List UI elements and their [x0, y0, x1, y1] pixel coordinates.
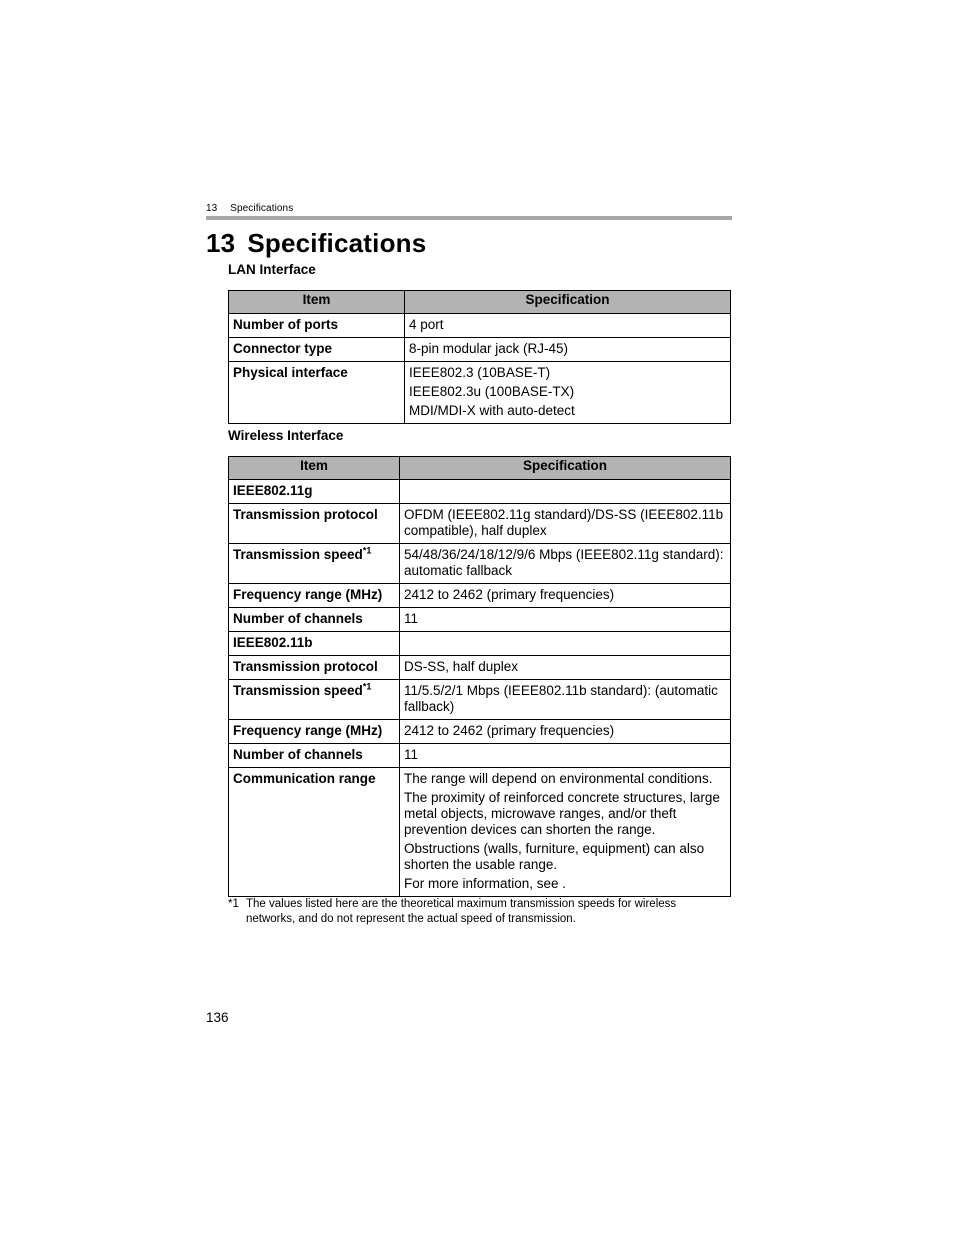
row-item-cell [229, 720, 400, 744]
chapter-title: Specifications [247, 228, 427, 258]
table-row [229, 720, 731, 744]
table-row [229, 608, 731, 632]
row-specification-cell [400, 768, 731, 897]
table-row [229, 314, 731, 338]
row-item-cell [229, 504, 400, 544]
specification-line: 11 [404, 611, 419, 626]
running-head-chapter-number: 13 [206, 203, 218, 214]
row-specification-cell [400, 744, 731, 768]
row-item-cell [229, 544, 400, 584]
footnote [228, 897, 728, 927]
row-item-cell [229, 656, 400, 680]
row-item-label: IEEE802.11g [233, 483, 313, 498]
row-specification-cell [400, 632, 731, 656]
row-item-label: Communication range [233, 771, 376, 786]
wireless-interface-heading: Wireless Interface [228, 428, 344, 443]
row-item-cell [229, 744, 400, 768]
row-item-cell [229, 338, 405, 362]
table-row [229, 338, 731, 362]
specification-line: 54/48/36/24/18/12/9/6 Mbps (IEEE802.11g standard): automatic fallback [404, 547, 724, 578]
table-row [229, 680, 731, 720]
row-item-cell [229, 480, 400, 504]
specification-line: DS-SS, half duplex [404, 659, 519, 674]
wireless-interface-table [228, 456, 731, 897]
running-head [206, 203, 293, 214]
row-item-label: IEEE802.11b [233, 635, 313, 650]
row-item-cell [229, 768, 400, 897]
table-row [229, 632, 731, 656]
specification-line: Obstructions (walls, furniture, equipment) can also shorten the usable range. [404, 841, 705, 872]
row-specification-cell [400, 680, 731, 720]
specification-line: The proximity of reinforced concrete structures, large metal objects, microwave ranges, and/or theft prevention devices can shorten the range. [404, 790, 720, 837]
row-item-cell [229, 362, 405, 424]
specification-line: 11 [404, 747, 419, 762]
footnote-text: The values listed here are the theoretical maximum transmission speeds for wireless networks, and do not represent the actual speed of transmission. [246, 898, 677, 925]
footnote-mark: *1 [228, 898, 239, 910]
page-number: 136 [206, 1010, 229, 1025]
row-specification-cell [400, 656, 731, 680]
specification-line: 2412 to 2462 (primary frequencies) [404, 723, 615, 738]
row-specification-cell [400, 504, 731, 544]
row-item-cell [229, 632, 400, 656]
running-head-chapter-title: Specifications [230, 203, 294, 214]
row-item-cell [229, 680, 400, 720]
row-specification-cell [405, 338, 731, 362]
table-row [229, 656, 731, 680]
row-item-label: Transmission protocol [233, 507, 378, 522]
row-item-label: Number of ports [233, 317, 339, 332]
specification-line: 4 port [409, 317, 444, 332]
specification-line: OFDM (IEEE802.11g standard)/DS-SS (IEEE802.11b compatible), half duplex [404, 507, 724, 538]
table-row [229, 584, 731, 608]
row-item-label: Transmission protocol [233, 659, 378, 674]
row-specification-cell [400, 608, 731, 632]
row-item-label: Number of channels [233, 747, 363, 762]
lan-table-body [229, 314, 731, 424]
lan-interface-table [228, 290, 731, 424]
table-row [229, 504, 731, 544]
table-header-row [229, 457, 731, 480]
specification-line: 2412 to 2462 (primary frequencies) [404, 587, 615, 602]
row-item-label: Transmission speed [233, 683, 363, 698]
row-item-label: Frequency range (MHz) [233, 723, 383, 738]
table-row [229, 744, 731, 768]
row-specification-cell [400, 584, 731, 608]
page-title [206, 228, 426, 259]
table-header-row [229, 291, 731, 314]
table-row [229, 768, 731, 897]
specification-line: For more information, see . [404, 876, 567, 891]
row-specification-cell [400, 480, 731, 504]
row-specification-cell [405, 362, 731, 424]
table-row [229, 544, 731, 584]
row-item-label: Connector type [233, 341, 333, 356]
column-header-specification: Specification [400, 457, 731, 480]
table-row [229, 362, 731, 424]
lan-interface-heading: LAN Interface [228, 262, 316, 277]
specification-line: IEEE802.3 (10BASE-T) [409, 365, 551, 380]
row-item-label: Frequency range (MHz) [233, 587, 383, 602]
column-header-specification: Specification [405, 291, 731, 314]
row-item-cell [229, 608, 400, 632]
footnote-reference: *1 [362, 545, 372, 556]
row-item-cell [229, 584, 400, 608]
row-specification-cell [400, 544, 731, 584]
header-rule [206, 216, 732, 220]
wireless-table-body [229, 480, 731, 897]
row-item-label: Transmission speed [233, 547, 363, 562]
column-header-item: Item [229, 291, 405, 314]
chapter-number: 13 [206, 228, 236, 258]
column-header-item: Item [229, 457, 400, 480]
row-specification-cell [400, 720, 731, 744]
specification-line: IEEE802.3u (100BASE-TX) [409, 384, 575, 399]
row-item-label: Number of channels [233, 611, 363, 626]
footnote-reference: *1 [362, 681, 372, 692]
row-specification-cell [405, 314, 731, 338]
table-row [229, 480, 731, 504]
specification-line: 8-pin modular jack (RJ-45) [409, 341, 569, 356]
row-item-label: Physical interface [233, 365, 348, 380]
specification-line: The range will depend on environmental conditions. [404, 771, 713, 786]
specification-line: MDI/MDI-X with auto-detect [409, 403, 575, 418]
row-item-cell [229, 314, 405, 338]
specification-line: 11/5.5/2/1 Mbps (IEEE802.11b standard): (automatic fallback) [404, 683, 718, 714]
